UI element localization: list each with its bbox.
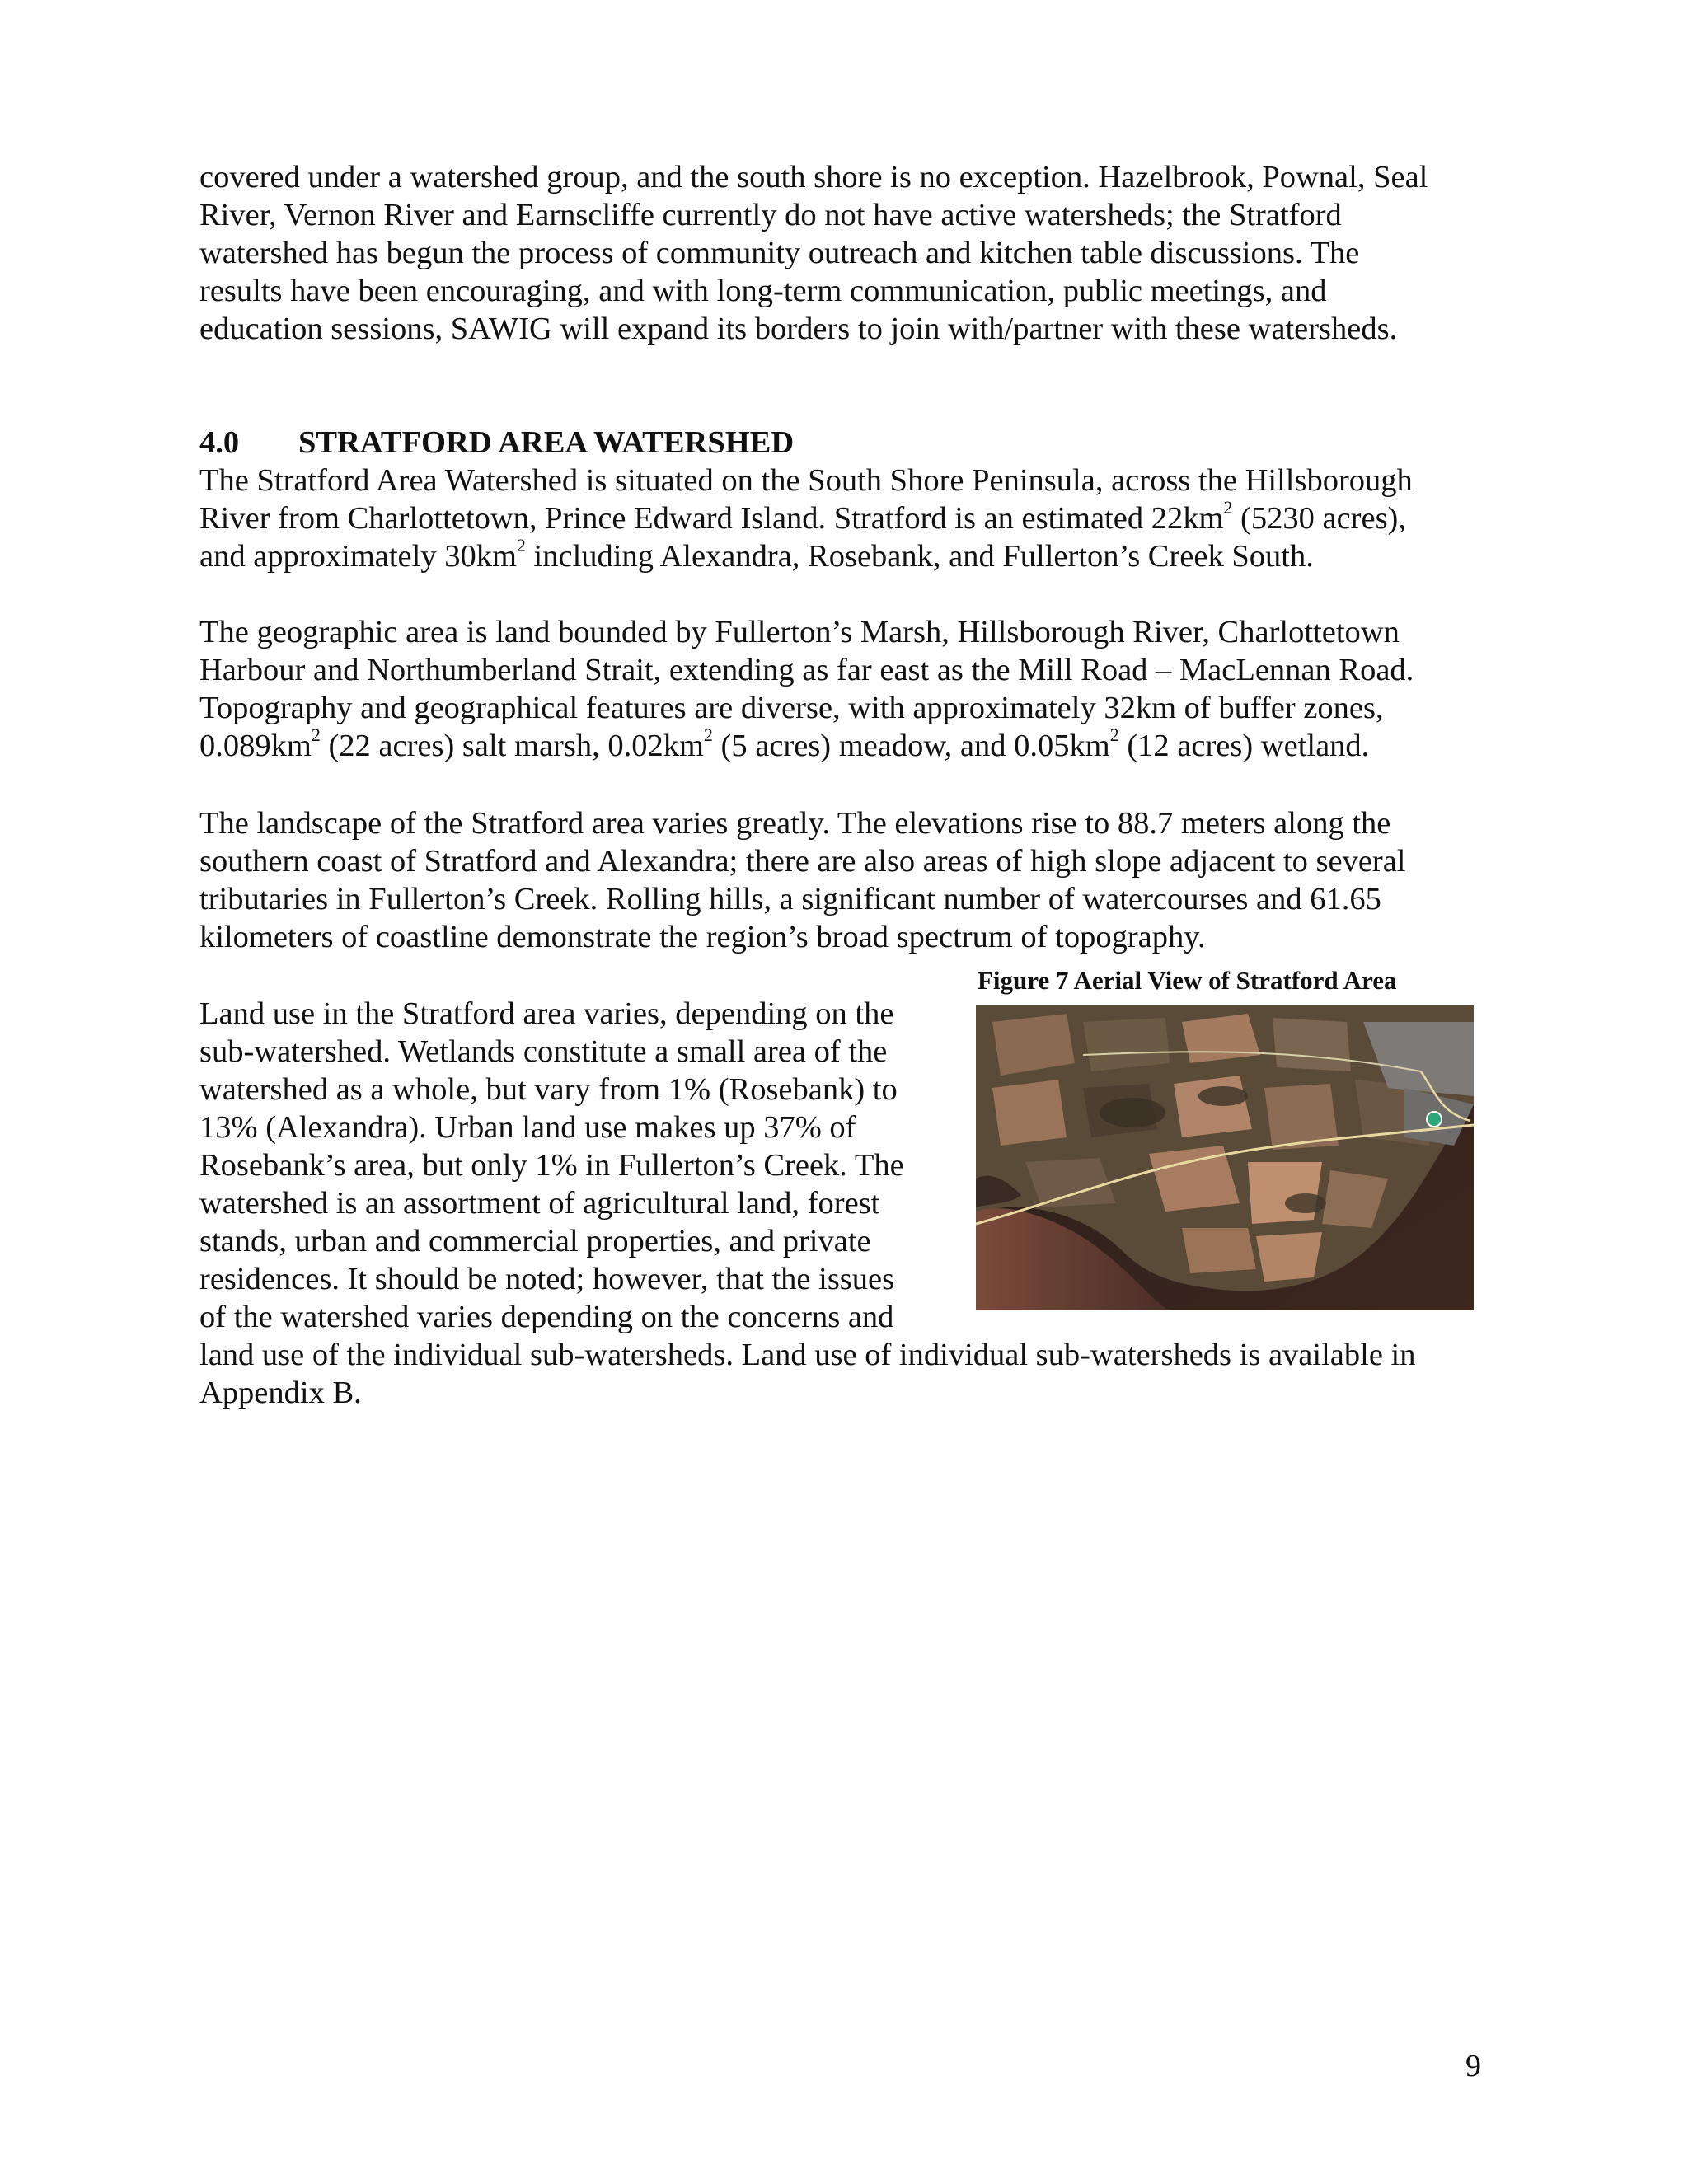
paragraph-geography <box>199 613 1485 765</box>
text-segment: River from Charlottetown, Prince Edward Island. Stratford is an estimated 22km <box>199 501 1224 536</box>
text-line: 13% (Alexandra). Urban land use makes up 37% of <box>199 1110 856 1145</box>
text-line: sub-watershed. Wetlands constitute a small area of the <box>199 1034 888 1069</box>
figure-caption: Figure 7 Aerial View of Stratford Area <box>978 966 1397 995</box>
text-line: watershed as a whole, but vary from 1% (Rosebank) to <box>199 1072 898 1107</box>
text-segment: (22 acres) salt marsh, 0.02km <box>320 729 704 763</box>
paragraph-landscape <box>199 804 1485 956</box>
text-line: southern coast of Stratford and Alexandra; there are also areas of high slope adjacent to several <box>199 844 1406 879</box>
text-segment: (5 acres) meadow, and 0.05km <box>712 729 1110 763</box>
text-line: River, Vernon River and Earnscliffe currently do not have active watersheds; the Stratford <box>199 198 1342 232</box>
text-line: The Stratford Area Watershed is situated on the South Shore Peninsula, across the Hillsborough <box>199 463 1413 498</box>
text-line: covered under a watershed group, and the south shore is no exception. Hazelbrook, Pownal, Seal <box>199 160 1428 194</box>
text-line: of the watershed varies depending on the concerns and <box>199 1300 894 1334</box>
text-line: Land use in the Stratford area varies, depending on the <box>199 996 894 1031</box>
text-line: education sessions, SAWIG will expand its borders to join with/partner with these watersheds. <box>199 312 1398 346</box>
text-line: results have been encouraging, and with long-term communication, public meetings, and <box>199 274 1327 308</box>
text-segment: (5230 acres), <box>1232 501 1407 536</box>
text-line <box>199 537 1485 575</box>
text-line: Rosebank’s area, but only 1% in Fullerton’s Creek. The <box>199 1148 904 1183</box>
page-number: 9 <box>1465 2049 1481 2083</box>
text-line: kilometers of coastline demonstrate the region’s broad spectrum of topography. <box>199 920 1206 954</box>
text-segment: including Alexandra, Rosebank, and Fullerton’s Creek South. <box>525 539 1314 574</box>
superscript: 2 <box>1223 497 1233 518</box>
text-line: The geographic area is land bounded by Fullerton’s Marsh, Hillsborough River, Charlottetown <box>199 615 1400 649</box>
section-number: 4.0 <box>199 425 240 460</box>
text-line: tributaries in Fullerton’s Creek. Rolling hills, a significant number of watercourses and 61.65 <box>199 882 1381 916</box>
text-line: residences. It should be noted; however, that the issues <box>199 1262 895 1296</box>
text-line: Topography and geographical features are diverse, with approximately 32km of buffer zones, <box>199 691 1384 725</box>
paragraph-land-use <box>199 995 1485 1412</box>
paragraph-location <box>199 462 1485 575</box>
text-line: watershed is an assortment of agricultural land, forest <box>199 1186 880 1221</box>
section-heading <box>199 424 794 462</box>
text-line <box>199 724 1485 765</box>
intro-paragraph <box>199 158 1485 348</box>
section-title: STRATFORD AREA WATERSHED <box>298 425 795 460</box>
text-line: The landscape of the Stratford area varies greatly. The elevations rise to 88.7 meters along the <box>199 806 1391 841</box>
text-line: watershed has begun the process of community outreach and kitchen table discussions. The <box>199 236 1360 270</box>
text-segment: (12 acres) wetland. <box>1118 729 1370 763</box>
superscript: 2 <box>703 724 713 746</box>
superscript: 2 <box>311 724 321 746</box>
superscript: 2 <box>1109 724 1119 746</box>
superscript: 2 <box>516 535 526 556</box>
text-line <box>199 499 1485 537</box>
text-line: stands, urban and commercial properties, and private <box>199 1224 871 1258</box>
text-line: land use of the individual sub-watersheds. Land use of individual sub-watersheds is available in <box>199 1338 1416 1372</box>
text-line: Appendix B. <box>199 1376 362 1410</box>
text-line: Harbour and Northumberland Strait, extending as far east as the Mill Road – MacLennan Road. <box>199 653 1414 687</box>
text-segment: and approximately 30km <box>199 539 517 574</box>
text-segment: 0.089km <box>199 729 312 763</box>
